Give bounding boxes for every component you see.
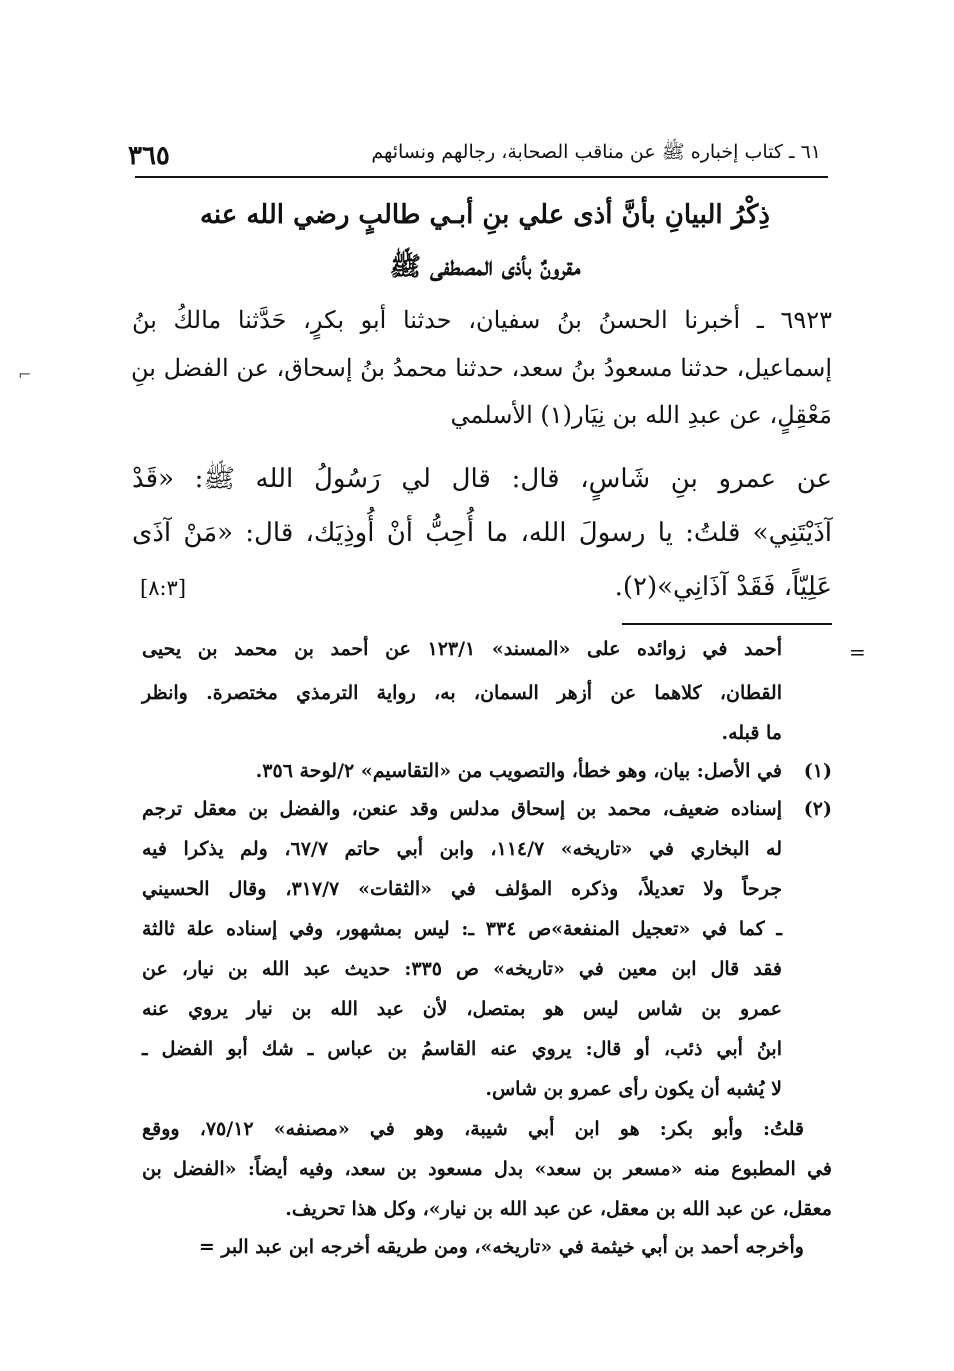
isnad-line-2: إسماعيل، حدثنا مسعودُ بنُ سعد، حدثنا محمدُ بنُ إسحاق، عن الفضل بنِ: [131, 354, 832, 382]
running-header-title: ٦١ ـ كتاب إخباره ﷺ عن مناقب الصحابة، رجالهم ونسائهم: [371, 141, 821, 163]
matn-line-1: عن عمرو بنِ شَاسٍ، قال: قال لي رَسُولُ الله ﷺ: «قَدْ: [132, 464, 832, 494]
footnote-2-line-4: ـ كما في «تعجيل المنفعة»ص ٣٣٤ ـ: ليس بمشهور، وفي إسناده علة ثالثة: [142, 918, 782, 940]
footnote-2-para2-line-2: في المطبوع منه «مسعر بن سعد» بدل مسعود بن سعد، وفيه أيضاً: «الفضل بن: [142, 1158, 832, 1180]
footnote-2-line-3: جرحاً ولا تعديلاً، وذكره المؤلف في «الثقات» ٣١٧/٧، وقال الحسيني: [142, 878, 782, 900]
isnad-line-3: مَعْقِلٍ، عن عبدِ الله بن نِيَار(١) الأسلمي: [450, 401, 832, 429]
header-rule: [135, 176, 828, 178]
footnote-continuation-line-3: ما قبله.: [721, 722, 782, 744]
page-number: ٣٦٥: [128, 141, 170, 171]
reference-marker: [٨:٣]: [140, 576, 187, 600]
margin-mark: ⌐: [18, 365, 32, 384]
continuation-mark: =: [849, 640, 866, 664]
footnote-continuation-line-2: القطان، كلاهما عن أزهر السمان، به، رواية الترمذي مختصرة. وانظر: [142, 682, 782, 704]
isnad-line-1: ٦٩٢٣ ـ أخبرنا الحسنُ بنُ سفيان، حدثنا أبو بكرٍ، حَدَّثنا مالكُ بنُ: [132, 306, 832, 334]
footnote-2-line-2: له البخاري في «تاريخه» ١١٤/٧، وابن أبي حاتم ٦٧/٧، ولم يذكرا فيه: [142, 838, 783, 860]
footnote-2-para2-line-3: معقل، عن عبد الله بن معقل، عن عبد الله بن نيار»، وكل هذا تحريف.: [285, 1198, 832, 1220]
chapter-title-line1: ذِكْرُ البيانِ بأنَّ أذى علي بنِ أبـي طالبٍ رضي الله عنه: [199, 200, 770, 230]
footnote-2-number: (٢): [803, 798, 832, 820]
footnote-2-line-8: لا يُشبه أن يكون رأى عمرو بن شاس.: [485, 1078, 782, 1100]
footnote-2-line-5: فقد قال ابن معين في «تاريخه» ص ٣٣٥: حديث عبد الله بن نيار، عن: [142, 958, 782, 980]
footnote-separator: [622, 623, 832, 625]
footnote-2-line-1: إسناده ضعيف، محمد بن إسحاق مدلس وقد عنعن، والفضل بن معقل ترجم: [142, 798, 782, 820]
footnote-1-text: في الأصل: بيان، وهو خطأ، والتصويب من «التقاسيم» ٢/لوحة ٣٥٦.: [255, 760, 782, 782]
footnote-continuation-line-1: أحمد في زوائده على «المسند» ١٢٣/١ عن أحمد بن محمد بن يحيى: [142, 638, 782, 660]
footnote-1-number: (١): [803, 760, 832, 782]
matn-line-2: آذَيْتَنِي» قلتُ: يا رسولَ الله، ما أُحِبُّ أنْ أُوذِيَك، قال: «مَنْ آذَى: [132, 518, 832, 548]
footnote-2-line-6: عمرو بن شاس ليس هو بمتصل، لأن عبد الله بن نيار يروي عنه: [142, 998, 782, 1020]
matn-line-3: عَلِيّاً، فَقَدْ آذَانِي»(٢).: [614, 572, 832, 602]
footnote-2-para2-line-1: قلتُ: وأبو بكر: هو ابن أبي شيبة، وهو في «مصنفه» ٧٥/١٢، ووقع: [142, 1118, 804, 1140]
chapter-title-line2: مقرونٌ بأذى المصطفى ﷺ: [389, 252, 581, 282]
footnote-2-line-7: ابنُ أبي ذئب، أو قال: يروي عنه القاسمُ بن عباس ـ شك أبو الفضل ـ: [142, 1038, 782, 1060]
footnote-2-para3: وأخرجه أحمد بن أبي خيثمة في «تاريخه»، ومن طريقه أخرجه ابن عبد البر =: [198, 1236, 804, 1258]
